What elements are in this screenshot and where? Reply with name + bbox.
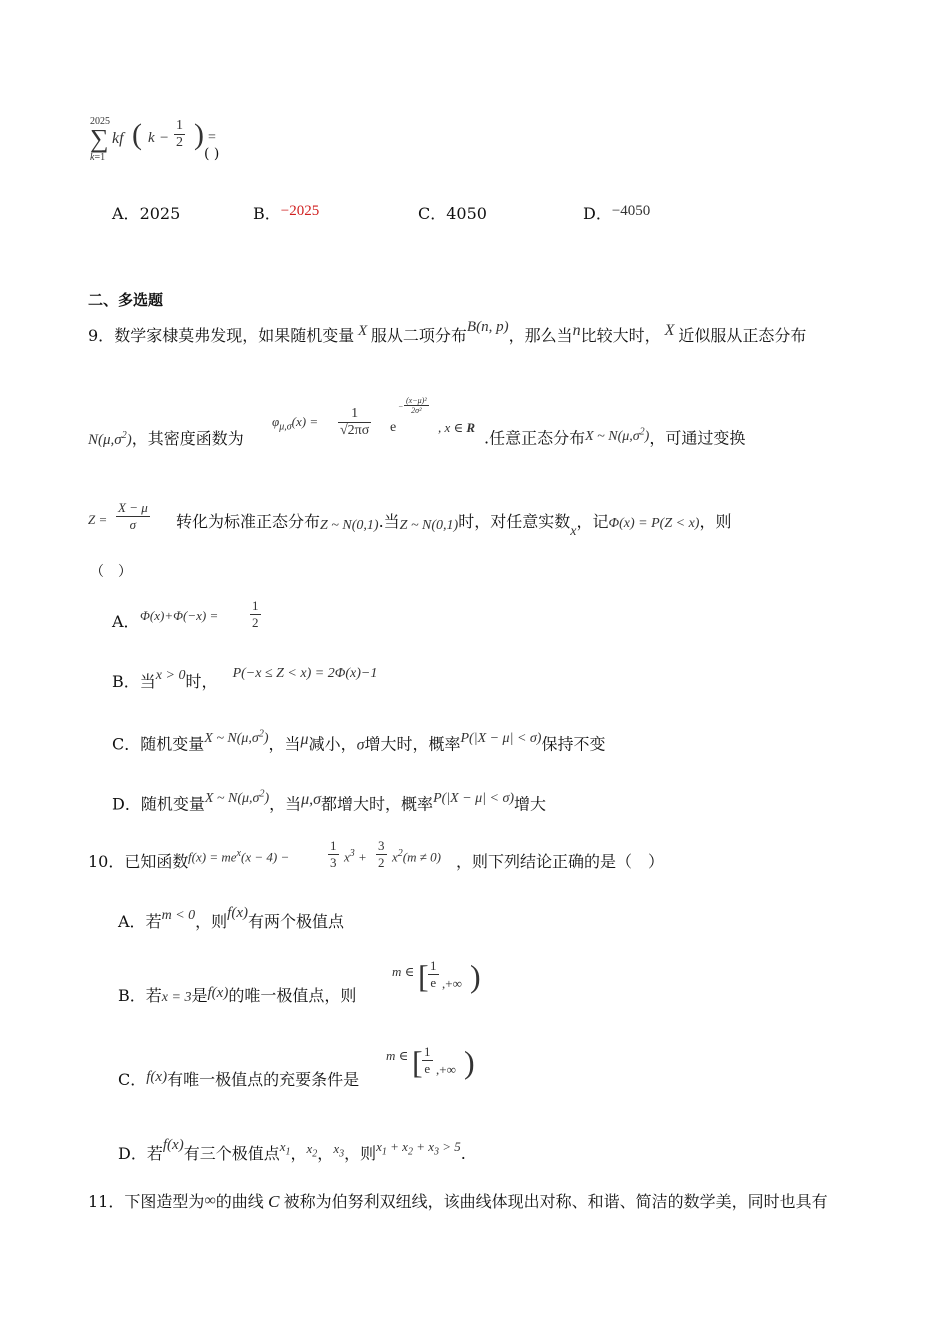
q10-stem-tail: ，则下列结论正确的是（ ） [456, 852, 665, 871]
q9-option-d: D．随机变量X ~ $N(\mu,\sigma^2)$，当μ,σ都增大时，概率P(|X − μ| < σ)增大 [112, 788, 547, 814]
q9-option-c: C．随机变量X ~ $N(\mu,\sigma^2)$，当μ减小，σ增大时，概率P(|X − μ| < σ)保持不变 [112, 728, 606, 754]
q10-option-c: C．f(x)有唯一极值点的充要条件是 [118, 1069, 360, 1089]
q9-density-formula: $\varphi_{\mu,\sigma}(x)$ = $\frac{1}{√2\pi\sigma}$ e − $\frac{\text{(x−μ)²}}{\text{2σ²}}$ , x ∈ R [272, 396, 476, 438]
q8-option-a: A．2025 [112, 204, 181, 223]
q10-option-a: A．若m < 0，则f(x)有两个极值点 [118, 905, 345, 931]
q10-option-d: D．若f(x)有三个极值点$^{x_1}$，$^{x_2}$，$^{x_3}$，则$^{x_1 + x_2 + x_3 > 5}$. [118, 1137, 466, 1163]
q8-paren: ( ) [204, 146, 220, 162]
q9-paren: （ ） [90, 564, 132, 580]
q8-option-d: D．−4050 [583, 203, 651, 223]
q9-line1: 9．数学家棣莫弗发现，如果随机变量 X 服从二项分布B(n, p)，那么当n比较大时， X 近似服从正态分布 [88, 319, 807, 345]
q9-line3: 转化为标准正态分布Z ~ N(0,1).当Z ~ N(0,1)时，对任意实数x，记Φ(x) = P(Z < x)，则 [176, 512, 732, 539]
section-title: 二、多选题 [88, 291, 164, 309]
q9-option-a: A． [112, 612, 140, 631]
q9-line2: $N(\mu,\sigma^2)$，其密度函数为 [88, 429, 244, 448]
q9-option-b: B．当x > 0时， P(−x ≤ Z < x) = 2Φ(x)−1 [112, 666, 378, 691]
q8-option-c: C．4050 [418, 204, 487, 223]
q9-transform-formula: Z = $\frac{X - \mu}{\sigma}$ [88, 500, 148, 532]
q9-line2-tail: .任意正态分布X ~ $N(\mu,\sigma^2)$，可通过变换 [484, 426, 746, 448]
q10-option-b: B．若x = 3是f(x)的唯一极值点，则 [118, 985, 357, 1005]
q10-stem: 10．已知函数 [88, 852, 189, 871]
q11-stem: 11．下图造型为∞的曲线 C 被称为伯努利双纽线，该曲线体现出对称、和谐、简洁的数学美，同时也具有 [88, 1192, 828, 1211]
q8-option-b: B．−2025 [253, 203, 320, 223]
